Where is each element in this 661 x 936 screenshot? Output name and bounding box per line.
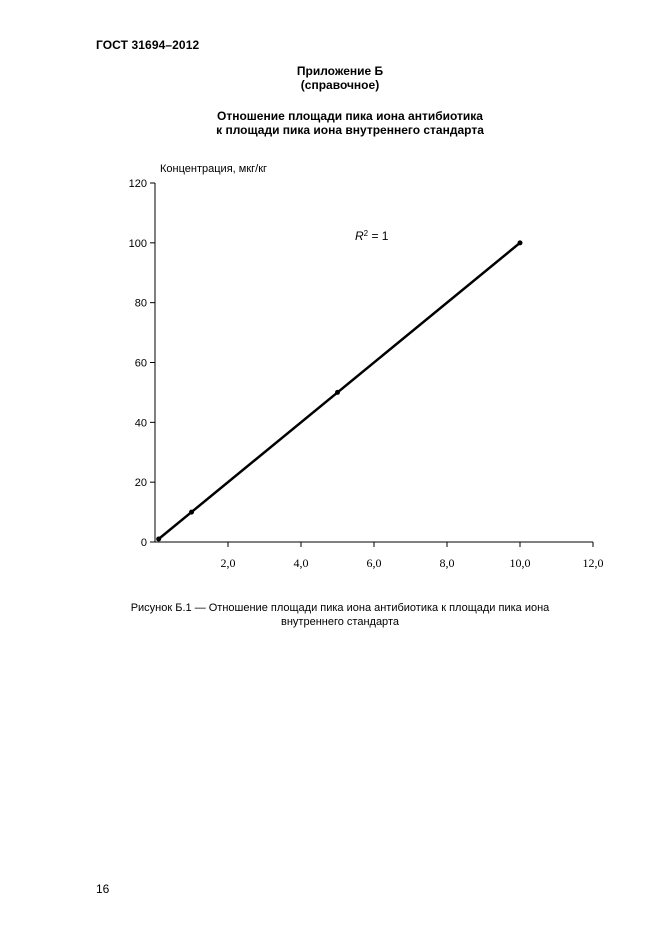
x-tick-label: 12,0 [582, 556, 604, 570]
series-group [156, 240, 522, 541]
y-tick-label: 120 [128, 178, 147, 190]
r-power: 2 [363, 228, 369, 238]
x-tick-label: 6,0 [366, 556, 382, 570]
r-symbol: R [355, 229, 364, 243]
y-tick-label: 0 [140, 537, 147, 549]
x-axis-ticks [221, 542, 604, 570]
x-tick-label: 8,0 [439, 556, 455, 570]
page-number: 16 [96, 882, 110, 896]
x-tick-label: 4,0 [293, 556, 309, 570]
figure-caption-line-1: Рисунок Б.1 — Отношение площади пика иона антибиотика к площади пика иона [130, 602, 550, 614]
figure-caption [100, 601, 580, 629]
document-header: ГОСТ 31694–2012 [96, 38, 200, 52]
appendix-title: Приложение Б [296, 64, 384, 78]
y-tick-label: 60 [134, 357, 147, 370]
r-squared-annotation [355, 229, 389, 244]
data-point [156, 537, 161, 542]
y-tick-label: 80 [134, 297, 147, 310]
appendix-note: (справочное) [300, 78, 380, 92]
y-axis-label: Концентрация, мкг/кг [160, 163, 268, 175]
data-point [335, 390, 340, 395]
data-point [518, 240, 523, 245]
y-tick-label: 40 [134, 417, 147, 430]
chart-heading-line-2: к площади пика иона внутреннего стандарта [216, 123, 484, 137]
figure-caption-line-2: внутреннего стандарта [281, 616, 399, 628]
y-axis-ticks [129, 178, 155, 549]
r-value: = 1 [368, 229, 389, 243]
x-tick-label: 2,0 [220, 556, 236, 570]
data-point [189, 510, 194, 515]
x-tick-label: 10,0 [509, 556, 531, 570]
y-tick-label: 20 [134, 477, 147, 490]
y-tick-label: 100 [128, 237, 147, 250]
chart-heading-line-1: Отношение площади пика иона антибиотика [217, 109, 483, 123]
